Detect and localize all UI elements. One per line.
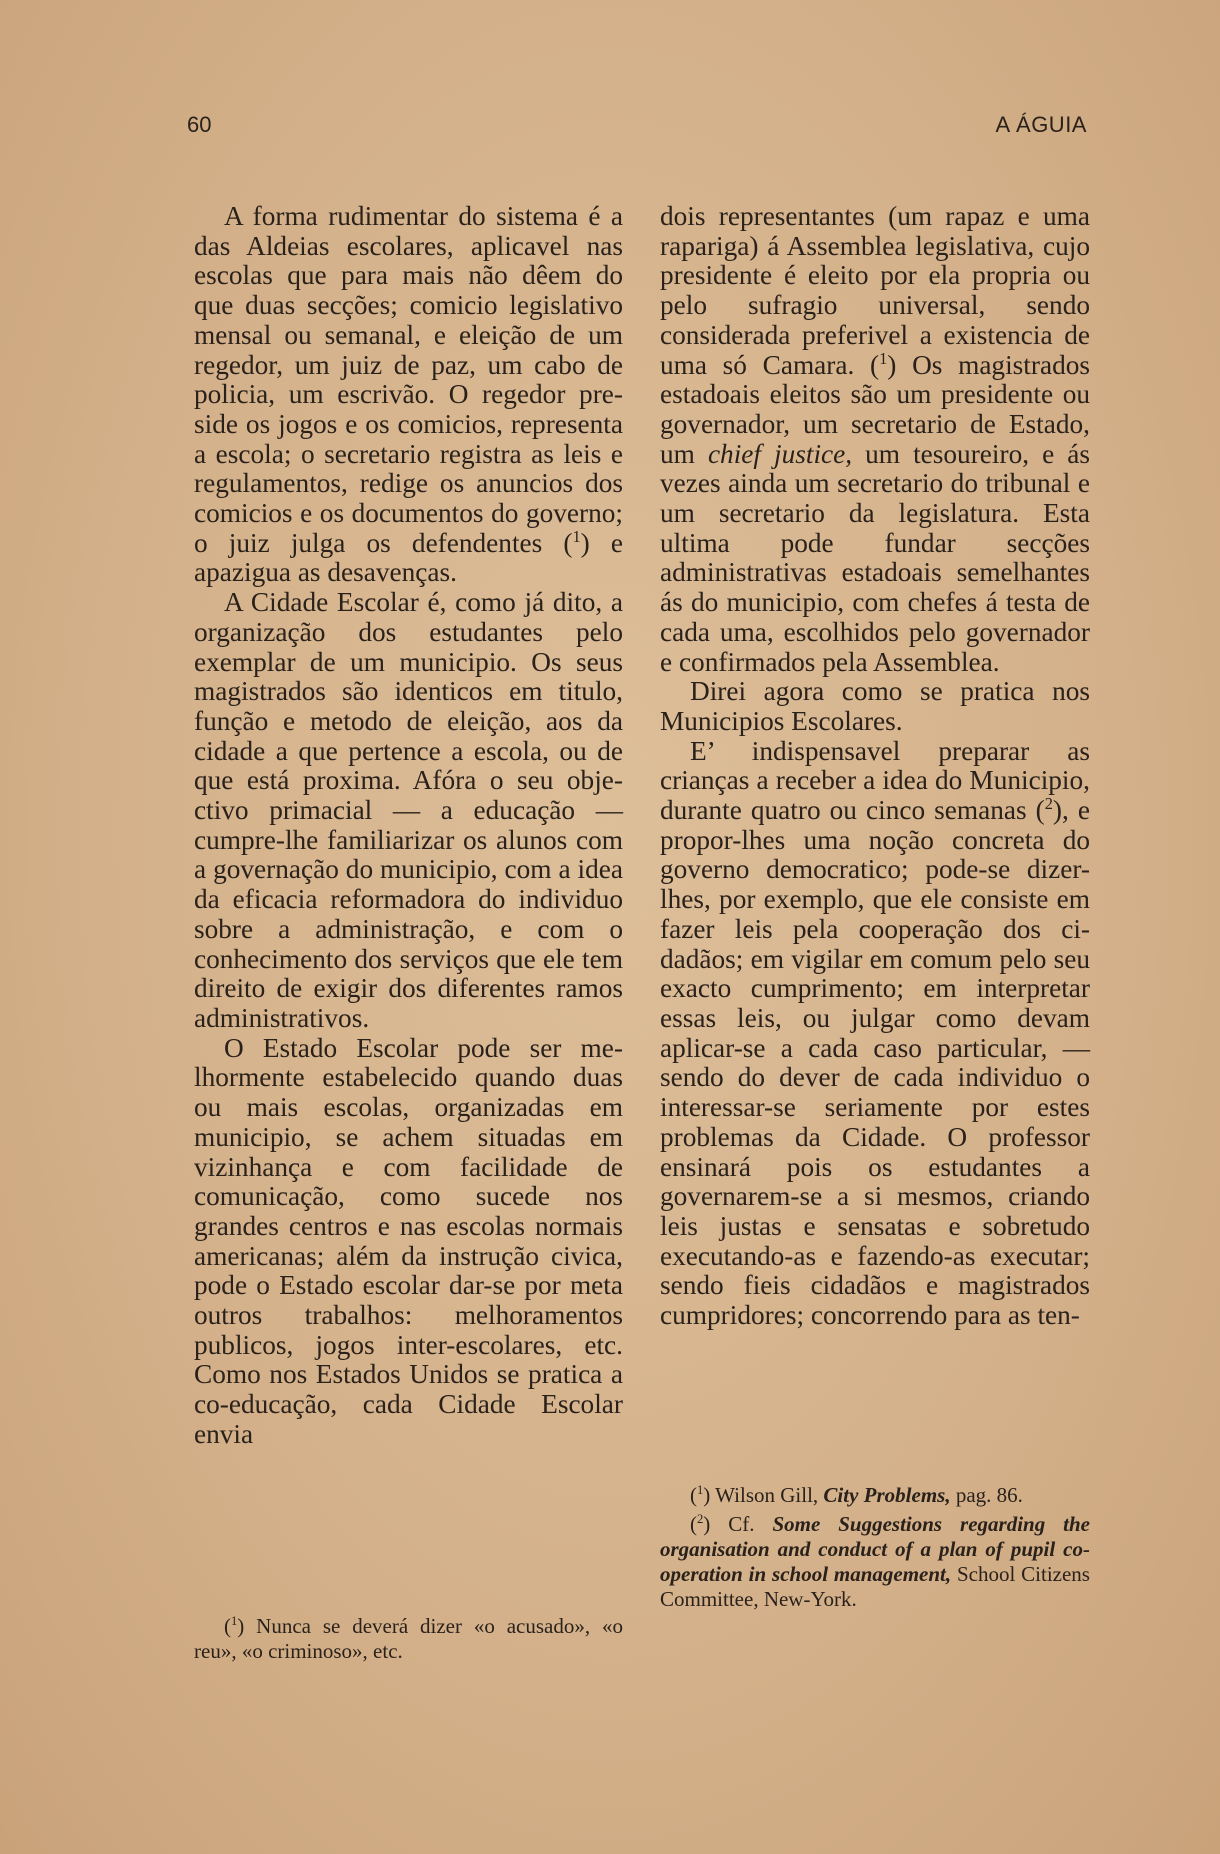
footnote: ($^2$) Cf. Some Suggestions regarding the organisation and conduct of a plan of pupil co-operation in school management, School Citizens Committee, New-York. xyxy=(660,1512,1090,1611)
footnote-ref: 1 xyxy=(572,526,581,546)
left-column xyxy=(194,202,623,1450)
footnotes-left xyxy=(194,1614,623,1664)
paragraph: A Cidade Escolar é, como já dito, a organização dos estudantes pelo exemplar de um municipio. Os seus magistrados são identicos em titulo, função e metodo de eleição, aos da cidade a que pertence a escola, ou de que está proxima. Afóra o seu objectivo primacial — a educação — cumpre-lhe familiarizar os alunos com a governação do municipio, com a idea da eficacia reformadora do individuo sobre a administração, e com o conhecimento dos serviços que ele tem direito de exigir dos diferentes ramos administrativos. xyxy=(194,587,623,1033)
page-header xyxy=(187,112,1087,142)
footnote-ref: 1 xyxy=(879,348,888,368)
paragraph: A forma rudimentar do sistema é a das Aldeias escolares, aplicavel nas escolas que para mais não dêem do que duas secções; comicio legislativo mensal ou semanal, e eleição de um regedor, um juiz de paz, um cabo de policia, um escrivão. O regedor preside os jogos e os comicios, representa a escola; o secretario registra as leis e regulamentos, redige os anuncios dos comicios e os documentos do governo; o juiz julga os defendentes ($^1$) e apazigua as desavenças. xyxy=(194,201,623,588)
paragraph: Direi agora como se pratica nos Municipios Escolares. xyxy=(660,676,1090,736)
footnote-ref: 2 xyxy=(1044,793,1053,813)
footnote: ($^1$) Nunca se deverá dizer «o acusado», «o reu», «o criminoso», etc. xyxy=(194,1614,623,1663)
italic-term: chief justice, xyxy=(707,438,853,469)
footnote: ($^1$) Wilson Gill, City Problems, pag. 86. xyxy=(690,1483,1023,1507)
paragraph: E’ indispensavel preparar as crianças a receber a idea do Municipio, durante quatro ou cinco semanas ($^2$), e propor-lhes uma noção concreta do governo democratico; pode-se dizer-lhes, por exemplo, que ele consiste em fazer leis pela cooperação dos cidadãos; em vigilar em comum pelo seu exacto cumprimento; em interpretar essas leis, ou julgar como devam aplicar-se a cada caso particular, — sendo do dever de cada individuo o interessar-se seriamente por estes problemas da Cidade. O professor ensinará pois os estudantes a governarem-se a si mesmos, criando leis justas e sensatas e sobretudo executando-as e fazendo-as executar; sendo fieis cidadãos e magistrados cumpridores; concorrendo para as ten- xyxy=(660,735,1090,1331)
paragraph: O Estado Escolar pode ser melhormente estabelecido quando duas ou mais escolas, organizadas em municipio, se achem situadas em vizinhança e com facilidade de comunicação, como sucede nos grandes centros e nas escolas normais americanas; além da instrução civica, pode o Estado escolar dar-se por meta outros trabalhos: melhoramentos publicos, jogos inter-escolares, etc. Como nos Estados Unidos se pratica a co-educação, cada Cidade Escolar envia xyxy=(194,1032,623,1449)
running-title: A ÁGUIA xyxy=(995,112,1087,137)
page-number: 60 xyxy=(187,112,212,137)
footnotes-right xyxy=(660,1483,1090,1612)
right-column xyxy=(660,202,1090,1331)
paragraph: dois representantes (um rapaz e uma rapariga) á Assemblea legislativa, cujo presidente é eleito por ela propria ou pelo sufragio universal, sendo considerada preferivel a existencia de uma só Camara. ($^1$) Os magistrados estadoais eleitos são um presidente ou governador, um secretario de Estado, um chief justice, um tesoureiro, e ás vezes ainda um secretario do tribunal e um secretario da legislatura. Esta ultima pode fundar secções administrativas estadoais semelhantes ás do municipio, com chefes á testa de cada uma, escolhidos pelo governador e confirmados pela Assemblea. xyxy=(660,201,1090,677)
